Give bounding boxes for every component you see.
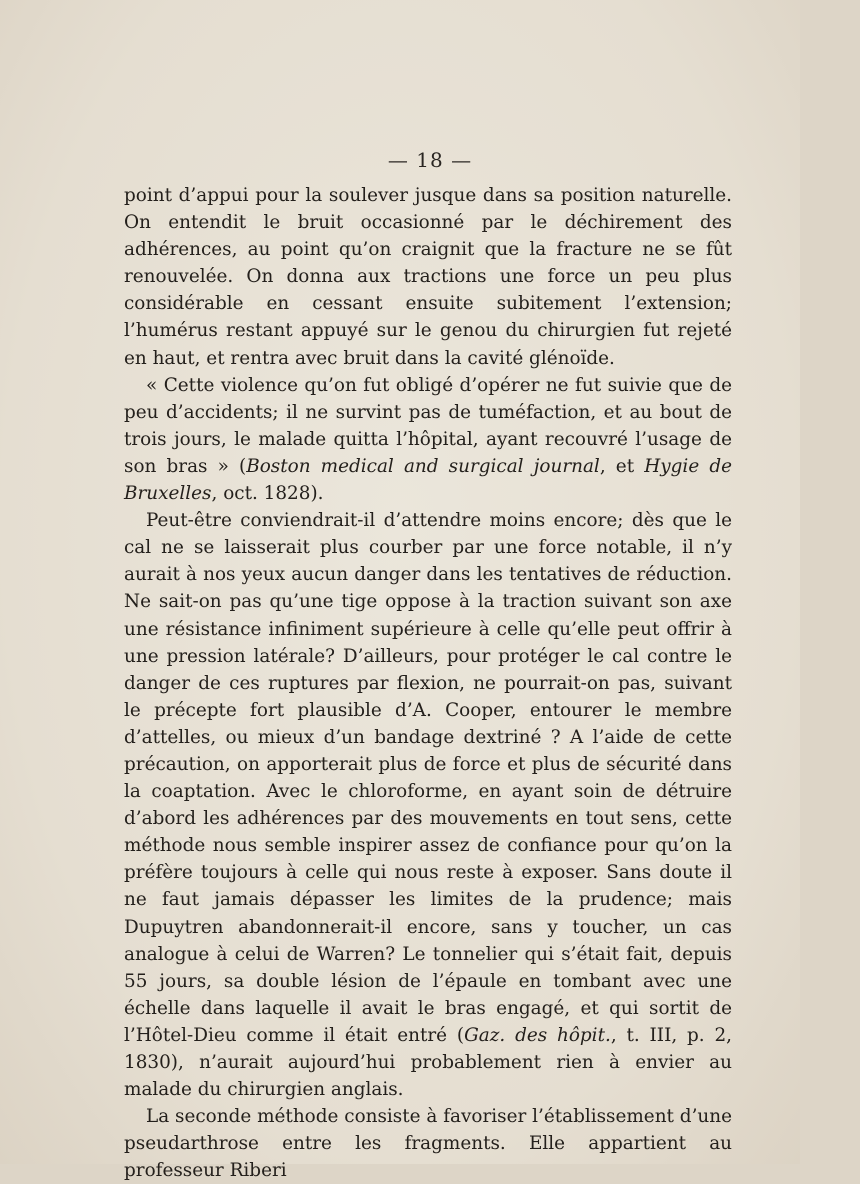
citation-boston-journal: Boston medical and surgical journal — [246, 455, 600, 477]
citation-hygie-bruxelles: Hygie de Bruxelles — [124, 455, 733, 505]
paragraph-3-text-end: , t. III, p. 2, 1830), n’aurait aujourd’hui probablement rien à envier au malade du chirurgien anglais. — [124, 1024, 732, 1101]
paragraph-1 — [124, 182, 732, 372]
citation-gazette-hopitaux: Gaz. des hôpit. — [464, 1024, 611, 1046]
paragraph-3 — [124, 507, 732, 1103]
paragraph-2-text: « Cette violence qu’on fut obligé d’opérer ne fut suivie que de peu d’accidents; il ne survint pas de tuméfaction, et au bout de trois jours, le malade quitta l’hôpital, ayant recouvré l’usage de son bras » ( — [124, 374, 732, 477]
paragraph-2-text-date: , oct. 1828). — [211, 483, 324, 505]
paragraph-2 — [124, 372, 732, 507]
paragraph-2-text-connector: , et — [599, 455, 645, 477]
paragraph-1-text: point d’appui pour la soulever jusque dans sa position naturelle. On entendit le bruit occasionné par le déchirement des adhérences, au point qu’on craignit que la fracture ne se fût renouvelée. On donna aux tractions une force un peu plus considérable en cessant ensuite subitement l’extension; l’humérus restant appuyé sur le genou du chirurgien fut rejeté en haut, et rentra avec bruit dans la cavité glénoïde. — [124, 185, 732, 369]
paragraph-4 — [124, 1103, 732, 1184]
paragraph-3-text: Peut-être conviendrait-il d’attendre moins encore; dès que le cal ne se laisserait plus courber par une force notable, il n’y aurait à nos yeux aucun danger dans les tentatives de réduction. Ne sait-on pas qu’une tige oppose à la traction suivant son axe une résistance infiniment supérieure à celle qu’elle peut offrir à une pression latérale? D’ailleurs, pour protéger le cal contre le danger de ces ruptures par flexion, ne pourrait-on pas, suivant le précepte fort plausible d’A. Cooper, entourer le membre d’attelles, ou mieux d’un bandage dextriné ? A l’aide de cette précaution, on apporterait plus de force et plus de sécurité dans la coaptation. Avec le chloroforme, en ayant soin de détruire d’abord les adhérences par des mouvements en tout sens, cette méthode nous semble inspirer assez de confiance pour qu’on la préfère toujours à celle qui nous reste à exposer. Sans doute il ne faut jamais dépasser les limites de la prudence; mais Dupuytren abandonnerait-il encore, sans y toucher, un cas analogue à celui de Warren? Le tonnelier qui s’était fait, depuis 55 jours, sa double lésion de l’épaule en tombant avec une échelle dans laquelle il avait le bras engagé, et qui sortit de l’Hôtel-Dieu comme il était entré ( — [124, 510, 732, 1046]
page-number: — 18 — — [387, 148, 473, 172]
body-text — [124, 182, 732, 1184]
paragraph-4-text: La seconde méthode consiste à favoriser l’établissement d’une pseudarthrose entre les fragments. Elle appartient au professeur Riberi — [124, 1106, 732, 1182]
